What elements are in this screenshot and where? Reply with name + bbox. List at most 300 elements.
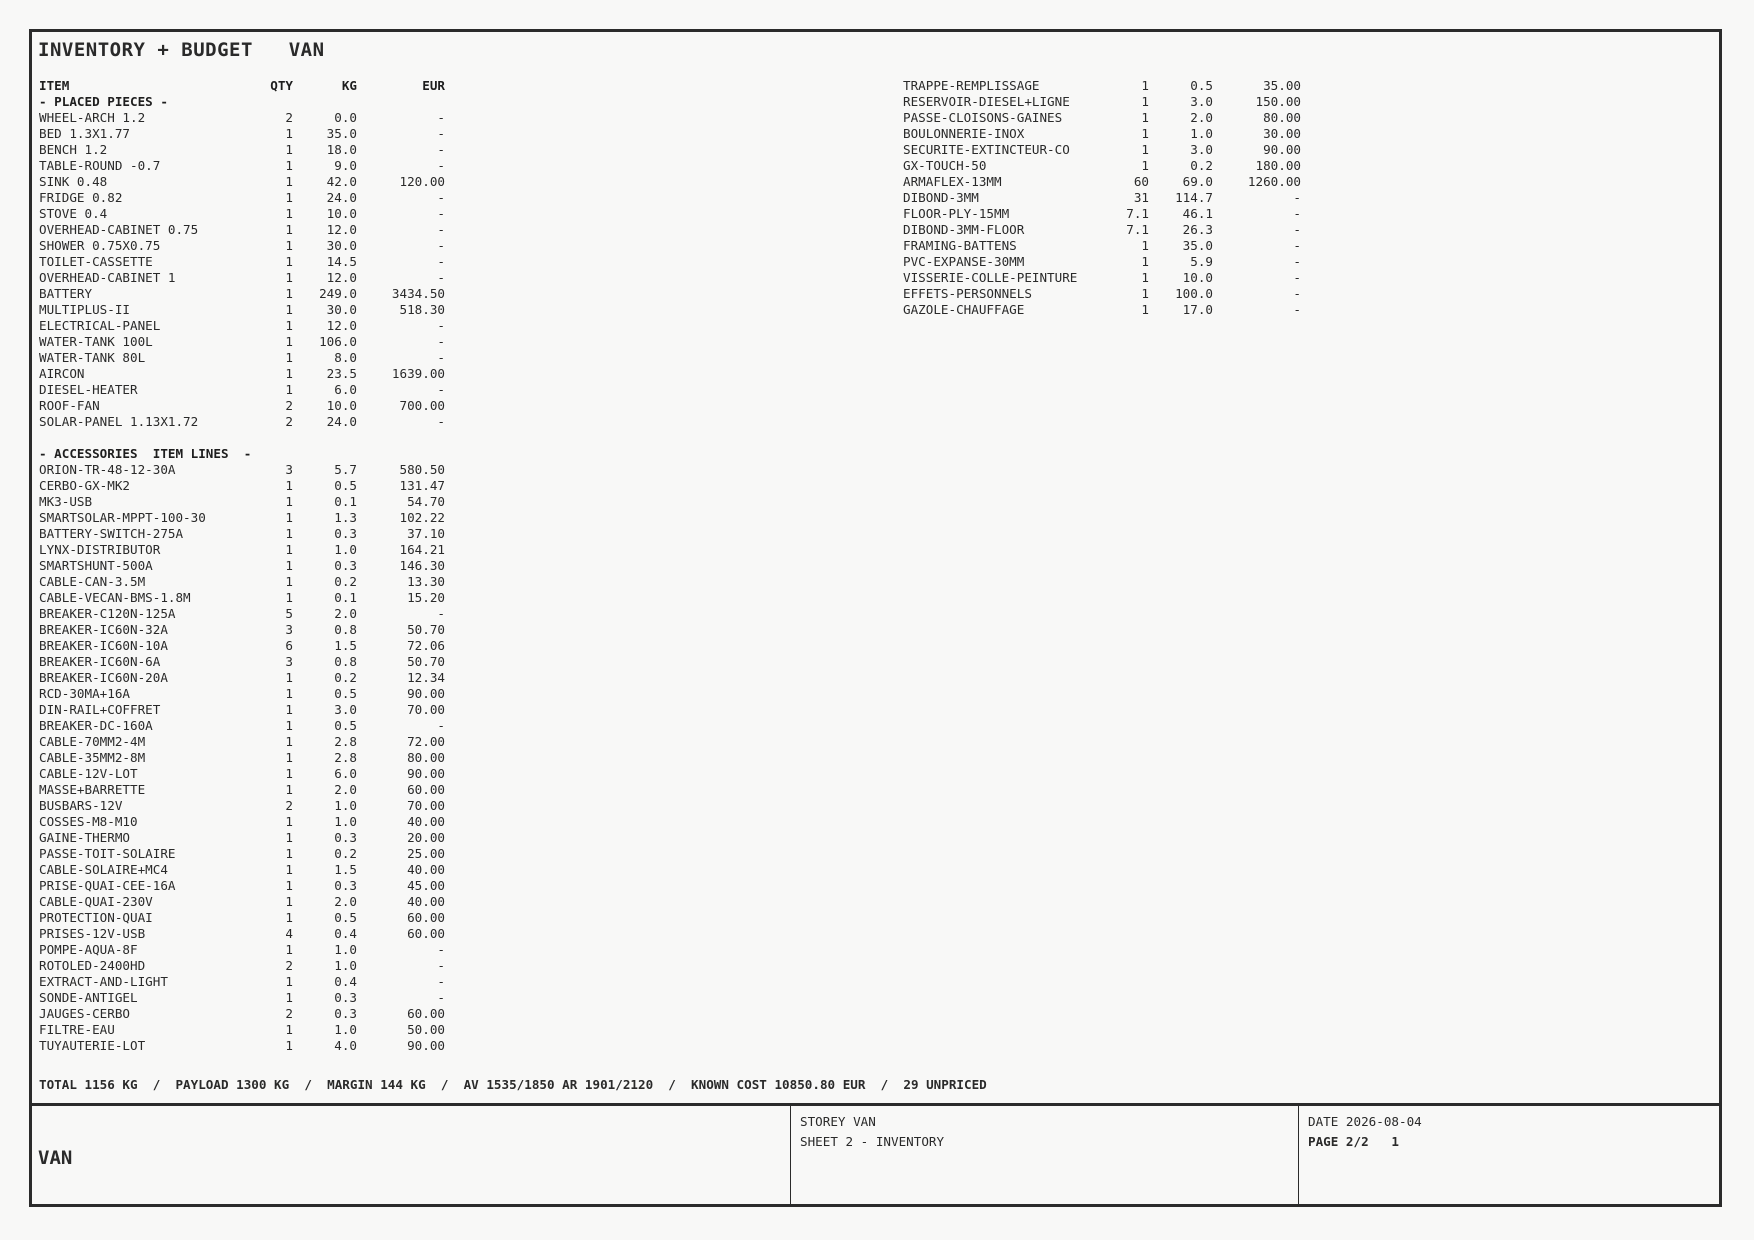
item-kg: 0.0 bbox=[334, 110, 357, 125]
table-row bbox=[903, 238, 1301, 254]
item-kg: 0.5 bbox=[334, 718, 357, 733]
item-kg: 14.5 bbox=[326, 254, 357, 269]
item-name: ROTOLED-2400HD bbox=[39, 958, 146, 973]
item-qty: 1 bbox=[285, 190, 293, 205]
item-eur: 15.20 bbox=[407, 590, 445, 605]
item-eur: 3434.50 bbox=[391, 286, 445, 301]
item-eur: - bbox=[1293, 222, 1301, 237]
item-eur: 40.00 bbox=[407, 894, 445, 909]
item-kg: 5.9 bbox=[1190, 254, 1213, 269]
item-kg: 0.1 bbox=[334, 590, 357, 605]
item-name: SOLAR-PANEL 1.13X1.72 bbox=[39, 414, 199, 429]
table-row bbox=[39, 126, 445, 142]
item-qty: 1 bbox=[1141, 286, 1149, 301]
header-eur: EUR bbox=[422, 78, 445, 93]
item-eur: 25.00 bbox=[407, 846, 445, 861]
item-kg: 1.0 bbox=[334, 798, 357, 813]
table-row bbox=[39, 286, 445, 302]
item-qty: 7.1 bbox=[1126, 222, 1149, 237]
item-kg: 0.3 bbox=[334, 1006, 357, 1021]
project-name: VAN bbox=[38, 1147, 73, 1169]
item-eur: 580.50 bbox=[399, 462, 445, 477]
item-qty: 2 bbox=[285, 398, 293, 413]
item-kg: 10.0 bbox=[326, 206, 357, 221]
table-row bbox=[39, 462, 445, 478]
item-kg: 3.0 bbox=[1190, 142, 1213, 157]
item-name: PASSE-TOIT-SOLAIRE bbox=[39, 846, 176, 861]
table-row bbox=[903, 302, 1301, 318]
table-row bbox=[903, 78, 1301, 94]
table-row bbox=[39, 702, 445, 718]
item-kg: 0.3 bbox=[334, 526, 357, 541]
item-name: MK3-USB bbox=[39, 494, 93, 509]
table-row bbox=[39, 734, 445, 750]
item-name: CABLE-35MM2-8M bbox=[39, 750, 146, 765]
item-name: BREAKER-IC60N-6A bbox=[39, 654, 161, 669]
table-row bbox=[39, 782, 445, 798]
item-name: COSSES-M8-M10 bbox=[39, 814, 138, 829]
item-qty: 1 bbox=[285, 254, 293, 269]
item-qty: 1 bbox=[285, 174, 293, 189]
item-name: BENCH 1.2 bbox=[39, 142, 108, 157]
item-name: SECURITE-EXTINCTEUR-CO bbox=[903, 142, 1070, 157]
table-row bbox=[39, 334, 445, 350]
item-kg: 2.0 bbox=[1190, 110, 1213, 125]
item-kg: 30.0 bbox=[326, 302, 357, 317]
item-kg: 12.0 bbox=[326, 270, 357, 285]
item-eur: 54.70 bbox=[407, 494, 445, 509]
table-row bbox=[39, 174, 445, 190]
item-kg: 0.3 bbox=[334, 878, 357, 893]
item-qty: 1 bbox=[285, 206, 293, 221]
item-kg: 0.2 bbox=[334, 846, 357, 861]
item-name: BOULONNERIE-INOX bbox=[903, 126, 1025, 141]
table-row bbox=[39, 414, 445, 430]
item-name: TABLE-ROUND -0.7 bbox=[39, 158, 161, 173]
table-row bbox=[39, 542, 445, 558]
item-kg: 10.0 bbox=[1182, 270, 1213, 285]
table-row bbox=[39, 494, 445, 510]
item-kg: 3.0 bbox=[1190, 94, 1213, 109]
item-name: BUSBARS-12V bbox=[39, 798, 123, 813]
item-name: OVERHEAD-CABINET 1 bbox=[39, 270, 176, 285]
table-row bbox=[39, 926, 445, 942]
table-row bbox=[39, 750, 445, 766]
item-kg: 1.5 bbox=[334, 862, 357, 877]
item-name: AIRCON bbox=[39, 366, 85, 381]
column-header-row bbox=[39, 78, 445, 94]
item-eur: - bbox=[437, 990, 445, 1005]
item-kg: 4.0 bbox=[334, 1038, 357, 1053]
sheet-name: SHEET 2 - INVENTORY bbox=[800, 1134, 945, 1149]
item-eur: 146.30 bbox=[399, 558, 445, 573]
table-row bbox=[39, 638, 445, 654]
item-eur: 45.00 bbox=[407, 878, 445, 893]
item-name: RESERVOIR-DIESEL+LIGNE bbox=[903, 94, 1070, 109]
item-eur: - bbox=[1293, 302, 1301, 317]
item-name: ARMAFLEX-13MM bbox=[903, 174, 1002, 189]
table-row bbox=[39, 510, 445, 526]
item-qty: 1 bbox=[1141, 110, 1149, 125]
item-name: BATTERY-SWITCH-275A bbox=[39, 526, 184, 541]
item-kg: 1.0 bbox=[334, 942, 357, 957]
item-eur: 60.00 bbox=[407, 910, 445, 925]
item-qty: 1 bbox=[285, 494, 293, 509]
item-qty: 1 bbox=[1141, 270, 1149, 285]
inventory-right-column bbox=[903, 78, 1301, 318]
item-eur: - bbox=[1293, 270, 1301, 285]
item-kg: 2.8 bbox=[334, 734, 357, 749]
item-qty: 1 bbox=[285, 894, 293, 909]
item-name: BREAKER-IC60N-10A bbox=[39, 638, 168, 653]
item-kg: 35.0 bbox=[326, 126, 357, 141]
table-row bbox=[903, 126, 1301, 142]
item-eur: - bbox=[437, 414, 445, 429]
item-name: ROOF-FAN bbox=[39, 398, 100, 413]
title-block-info-cell bbox=[791, 1106, 1299, 1207]
item-name: CABLE-SOLAIRE+MC4 bbox=[39, 862, 168, 877]
item-name: EFFETS-PERSONNELS bbox=[903, 286, 1032, 301]
item-eur: - bbox=[437, 942, 445, 957]
table-row bbox=[39, 862, 445, 878]
item-kg: 1.3 bbox=[334, 510, 357, 525]
item-name: SMARTSHUNT-500A bbox=[39, 558, 153, 573]
item-eur: 70.00 bbox=[407, 702, 445, 717]
header-qty: QTY bbox=[270, 78, 293, 93]
item-kg: 24.0 bbox=[326, 190, 357, 205]
item-name: DIN-RAIL+COFFRET bbox=[39, 702, 161, 717]
accessories-list bbox=[39, 462, 445, 1054]
item-eur: 518.30 bbox=[399, 302, 445, 317]
item-qty: 6 bbox=[285, 638, 293, 653]
item-eur: - bbox=[437, 958, 445, 973]
item-qty: 60 bbox=[1133, 174, 1149, 189]
item-qty: 1 bbox=[285, 846, 293, 861]
item-kg: 0.2 bbox=[334, 670, 357, 685]
table-row bbox=[39, 270, 445, 286]
table-row bbox=[39, 222, 445, 238]
item-name: SHOWER 0.75X0.75 bbox=[39, 238, 161, 253]
item-kg: 2.0 bbox=[334, 606, 357, 621]
item-kg: 3.0 bbox=[334, 702, 357, 717]
item-kg: 0.3 bbox=[334, 990, 357, 1005]
item-name: CABLE-70MM2-4M bbox=[39, 734, 146, 749]
table-row bbox=[39, 654, 445, 670]
item-name: CABLE-VECAN-BMS-1.8M bbox=[39, 590, 191, 605]
item-kg: 0.5 bbox=[334, 686, 357, 701]
item-eur: 60.00 bbox=[407, 926, 445, 941]
item-name: RCD-30MA+16A bbox=[39, 686, 130, 701]
item-eur: - bbox=[437, 238, 445, 253]
item-qty: 1 bbox=[1141, 254, 1149, 269]
item-kg: 106.0 bbox=[319, 334, 357, 349]
item-eur: 60.00 bbox=[407, 1006, 445, 1021]
item-kg: 0.2 bbox=[334, 574, 357, 589]
item-eur: 40.00 bbox=[407, 862, 445, 877]
item-eur: - bbox=[1293, 254, 1301, 269]
item-name: TOILET-CASSETTE bbox=[39, 254, 153, 269]
item-qty: 1 bbox=[285, 142, 293, 157]
item-kg: 42.0 bbox=[326, 174, 357, 189]
table-row bbox=[903, 94, 1301, 110]
item-name: WHEEL-ARCH 1.2 bbox=[39, 110, 146, 125]
item-name: BREAKER-IC60N-20A bbox=[39, 670, 168, 685]
item-qty: 1 bbox=[285, 670, 293, 685]
item-qty: 1 bbox=[285, 238, 293, 253]
item-eur: - bbox=[437, 606, 445, 621]
item-eur: 20.00 bbox=[407, 830, 445, 845]
item-qty: 3 bbox=[285, 462, 293, 477]
item-qty: 1 bbox=[285, 366, 293, 381]
item-qty: 1 bbox=[285, 734, 293, 749]
item-qty: 1 bbox=[285, 350, 293, 365]
item-eur: 40.00 bbox=[407, 814, 445, 829]
item-eur: - bbox=[437, 126, 445, 141]
table-row bbox=[39, 206, 445, 222]
item-eur: 180.00 bbox=[1255, 158, 1301, 173]
item-name: LYNX-DISTRIBUTOR bbox=[39, 542, 161, 557]
item-kg: 1.0 bbox=[334, 814, 357, 829]
client-name: STOREY VAN bbox=[800, 1114, 876, 1129]
item-kg: 69.0 bbox=[1182, 174, 1213, 189]
table-row bbox=[39, 478, 445, 494]
table-row bbox=[39, 526, 445, 542]
item-eur: 50.00 bbox=[407, 1022, 445, 1037]
table-row bbox=[39, 318, 445, 334]
item-name: VISSERIE-COLLE-PEINTURE bbox=[903, 270, 1078, 285]
table-row bbox=[903, 142, 1301, 158]
summary-line: TOTAL 1156 KG / PAYLOAD 1300 KG / MARGIN 144 KG / AV 1535/1850 AR 1901/2120 / KNOWN COST 10850.80 EUR / 29 UNPRICED bbox=[39, 1077, 987, 1092]
item-eur: 80.00 bbox=[407, 750, 445, 765]
item-eur: 1639.00 bbox=[391, 366, 445, 381]
item-name: GAINE-THERMO bbox=[39, 830, 130, 845]
item-eur: 150.00 bbox=[1255, 94, 1301, 109]
item-name: BED 1.3X1.77 bbox=[39, 126, 130, 141]
item-eur: 72.00 bbox=[407, 734, 445, 749]
item-kg: 0.4 bbox=[334, 926, 357, 941]
item-eur: 72.06 bbox=[407, 638, 445, 653]
item-kg: 12.0 bbox=[326, 222, 357, 237]
item-qty: 1 bbox=[285, 158, 293, 173]
item-name: TUYAUTERIE-LOT bbox=[39, 1038, 146, 1053]
table-row bbox=[39, 670, 445, 686]
page-title: INVENTORY + BUDGET VAN bbox=[38, 39, 325, 61]
item-kg: 10.0 bbox=[326, 398, 357, 413]
table-row bbox=[903, 110, 1301, 126]
table-row bbox=[39, 1022, 445, 1038]
item-qty: 1 bbox=[285, 974, 293, 989]
item-qty: 4 bbox=[285, 926, 293, 941]
item-name: PRISE-QUAI-CEE-16A bbox=[39, 878, 176, 893]
table-row bbox=[39, 814, 445, 830]
item-eur: - bbox=[1293, 238, 1301, 253]
item-qty: 1 bbox=[1141, 78, 1149, 93]
item-qty: 1 bbox=[285, 318, 293, 333]
placed-pieces-list bbox=[39, 110, 445, 430]
item-qty: 2 bbox=[285, 110, 293, 125]
item-eur: 90.00 bbox=[1263, 142, 1301, 157]
section-placed-pieces: - PLACED PIECES - bbox=[39, 94, 168, 109]
item-eur: 50.70 bbox=[407, 654, 445, 669]
item-kg: 1.0 bbox=[334, 958, 357, 973]
item-qty: 1 bbox=[285, 686, 293, 701]
item-name: PVC-EXPANSE-30MM bbox=[903, 254, 1025, 269]
title-block bbox=[29, 1103, 1722, 1207]
item-name: FILTRE-EAU bbox=[39, 1022, 115, 1037]
item-eur: 90.00 bbox=[407, 766, 445, 781]
table-row bbox=[39, 910, 445, 926]
item-kg: 2.0 bbox=[334, 782, 357, 797]
item-kg: 46.1 bbox=[1182, 206, 1213, 221]
item-eur: 90.00 bbox=[407, 1038, 445, 1053]
table-row bbox=[39, 798, 445, 814]
inventory-left-column bbox=[39, 78, 445, 1054]
item-eur: - bbox=[1293, 286, 1301, 301]
item-qty: 1 bbox=[1141, 126, 1149, 141]
item-kg: 26.3 bbox=[1182, 222, 1213, 237]
item-name: ORION-TR-48-12-30A bbox=[39, 462, 176, 477]
page-number: PAGE 2/2 1 bbox=[1308, 1134, 1399, 1149]
item-kg: 1.5 bbox=[334, 638, 357, 653]
table-row bbox=[39, 942, 445, 958]
item-name: PRISES-12V-USB bbox=[39, 926, 146, 941]
table-row bbox=[39, 830, 445, 846]
item-qty: 2 bbox=[285, 1006, 293, 1021]
header-kg: KG bbox=[341, 78, 357, 93]
item-eur: - bbox=[437, 110, 445, 125]
title-block-meta-cell bbox=[1299, 1106, 1719, 1207]
item-qty: 1 bbox=[285, 270, 293, 285]
table-row bbox=[903, 158, 1301, 174]
item-qty: 1 bbox=[285, 1038, 293, 1053]
table-row bbox=[39, 894, 445, 910]
item-eur: 60.00 bbox=[407, 782, 445, 797]
item-kg: 249.0 bbox=[319, 286, 357, 301]
table-row bbox=[39, 590, 445, 606]
item-qty: 2 bbox=[285, 414, 293, 429]
item-eur: 12.34 bbox=[407, 670, 445, 685]
item-name: TRAPPE-REMPLISSAGE bbox=[903, 78, 1040, 93]
item-kg: 24.0 bbox=[326, 414, 357, 429]
item-kg: 6.0 bbox=[334, 766, 357, 781]
item-qty: 3 bbox=[285, 622, 293, 637]
item-qty: 7.1 bbox=[1126, 206, 1149, 221]
table-row bbox=[39, 1038, 445, 1054]
item-kg: 0.5 bbox=[1190, 78, 1213, 93]
table-row bbox=[903, 206, 1301, 222]
item-kg: 0.8 bbox=[334, 654, 357, 669]
item-name: CABLE-QUAI-230V bbox=[39, 894, 153, 909]
item-name: BREAKER-DC-160A bbox=[39, 718, 153, 733]
table-row bbox=[39, 1006, 445, 1022]
item-qty: 1 bbox=[285, 590, 293, 605]
item-kg: 0.5 bbox=[334, 910, 357, 925]
table-row bbox=[39, 606, 445, 622]
item-kg: 2.8 bbox=[334, 750, 357, 765]
table-row bbox=[39, 558, 445, 574]
item-eur: - bbox=[437, 974, 445, 989]
table-row bbox=[903, 286, 1301, 302]
table-row bbox=[39, 846, 445, 862]
item-qty: 1 bbox=[285, 574, 293, 589]
item-eur: - bbox=[437, 190, 445, 205]
item-kg: 0.8 bbox=[334, 622, 357, 637]
item-qty: 1 bbox=[285, 814, 293, 829]
item-kg: 0.4 bbox=[334, 974, 357, 989]
item-qty: 1 bbox=[285, 910, 293, 925]
item-name: SINK 0.48 bbox=[39, 174, 108, 189]
item-qty: 1 bbox=[285, 526, 293, 541]
item-name: SONDE-ANTIGEL bbox=[39, 990, 138, 1005]
item-name: BREAKER-C120N-125A bbox=[39, 606, 176, 621]
table-row bbox=[39, 350, 445, 366]
item-name: BATTERY bbox=[39, 286, 93, 301]
table-row bbox=[39, 766, 445, 782]
item-qty: 3 bbox=[285, 654, 293, 669]
item-eur: 164.21 bbox=[399, 542, 445, 557]
item-qty: 1 bbox=[285, 990, 293, 1005]
item-eur: 50.70 bbox=[407, 622, 445, 637]
table-row bbox=[903, 270, 1301, 286]
header-item: ITEM bbox=[39, 78, 70, 93]
item-eur: 70.00 bbox=[407, 798, 445, 813]
right-items-list bbox=[903, 78, 1301, 318]
item-eur: - bbox=[437, 254, 445, 269]
item-eur: - bbox=[437, 318, 445, 333]
item-kg: 1.0 bbox=[334, 542, 357, 557]
item-qty: 2 bbox=[285, 798, 293, 813]
item-qty: 1 bbox=[285, 862, 293, 877]
table-row bbox=[39, 238, 445, 254]
item-qty: 1 bbox=[285, 382, 293, 397]
section-accessories: - ACCESSORIES ITEM LINES - bbox=[39, 446, 252, 461]
item-eur: 37.10 bbox=[407, 526, 445, 541]
item-name: CABLE-12V-LOT bbox=[39, 766, 138, 781]
table-row bbox=[903, 174, 1301, 190]
table-row bbox=[39, 158, 445, 174]
table-row bbox=[39, 574, 445, 590]
item-qty: 5 bbox=[285, 606, 293, 621]
item-eur: 700.00 bbox=[399, 398, 445, 413]
table-row bbox=[39, 142, 445, 158]
item-kg: 18.0 bbox=[326, 142, 357, 157]
table-row bbox=[39, 990, 445, 1006]
item-qty: 1 bbox=[285, 766, 293, 781]
item-eur: - bbox=[437, 142, 445, 157]
item-kg: 0.1 bbox=[334, 494, 357, 509]
item-kg: 30.0 bbox=[326, 238, 357, 253]
section-gap bbox=[39, 430, 445, 446]
table-row bbox=[39, 718, 445, 734]
item-name: JAUGES-CERBO bbox=[39, 1006, 130, 1021]
item-name: CABLE-CAN-3.5M bbox=[39, 574, 146, 589]
item-eur: - bbox=[1293, 190, 1301, 205]
item-name: CERBO-GX-MK2 bbox=[39, 478, 130, 493]
item-name: ELECTRICAL-PANEL bbox=[39, 318, 161, 333]
item-qty: 1 bbox=[285, 478, 293, 493]
table-row bbox=[39, 686, 445, 702]
item-eur: 1260.00 bbox=[1247, 174, 1301, 189]
item-kg: 5.7 bbox=[334, 462, 357, 477]
item-name: PROTECTION-QUAI bbox=[39, 910, 153, 925]
item-name: WATER-TANK 100L bbox=[39, 334, 153, 349]
item-kg: 0.2 bbox=[1190, 158, 1213, 173]
item-qty: 1 bbox=[285, 782, 293, 797]
table-row bbox=[903, 190, 1301, 206]
item-name: SMARTSOLAR-MPPT-100-30 bbox=[39, 510, 206, 525]
item-kg: 12.0 bbox=[326, 318, 357, 333]
item-eur: - bbox=[1293, 206, 1301, 221]
